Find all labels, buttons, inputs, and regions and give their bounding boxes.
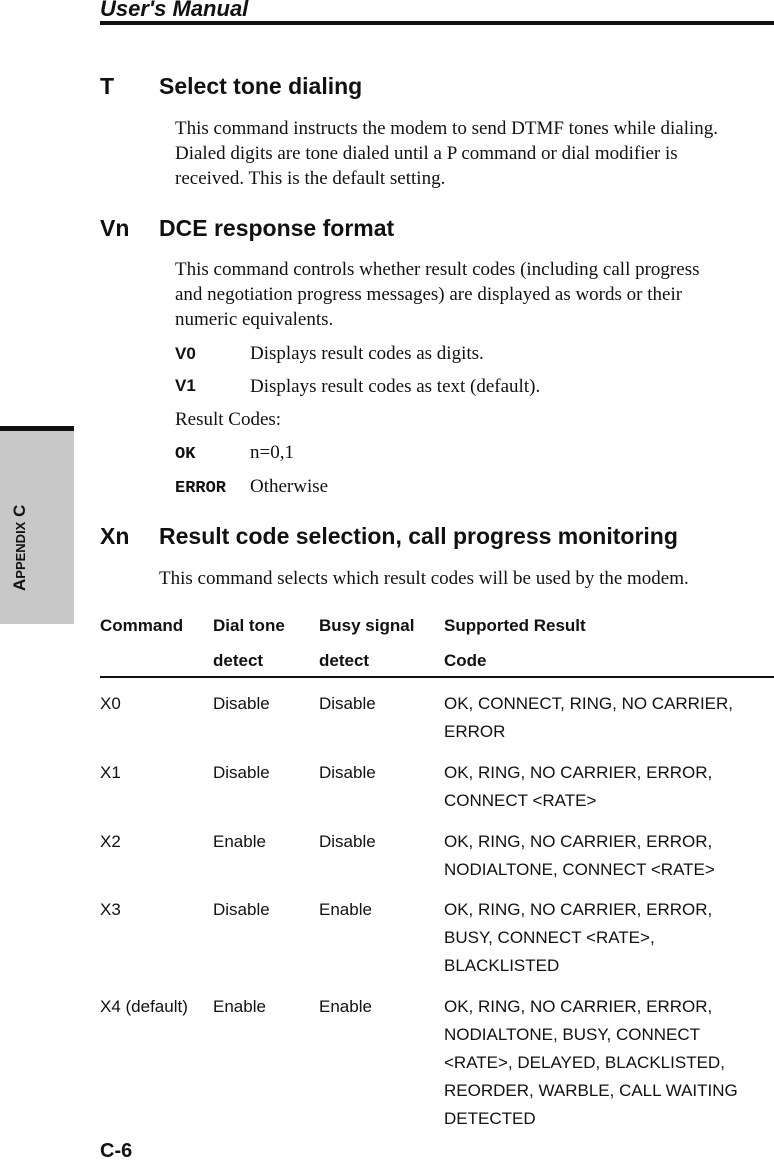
option-v0-key: V0 — [175, 344, 196, 363]
row-x3-busy: Enable — [319, 900, 372, 919]
row-x0-dial: Disable — [213, 694, 270, 713]
section-vn-title: DCE response format — [159, 215, 395, 241]
row-x4-command: X4 (default) — [100, 997, 188, 1016]
table-header-dial-line1: Dial tone — [213, 616, 285, 635]
result-codes-label: Result Codes: — [175, 409, 282, 430]
row-x4-dial: Enable — [213, 997, 266, 1016]
appendix-tab-letter: C — [10, 504, 29, 517]
row-x3-result-3: BLACKLISTED — [444, 956, 560, 975]
row-x4-result-2: NODIALTONE, BUSY, CONNECT — [444, 1025, 700, 1044]
section-t-title: Select tone dialing — [159, 73, 363, 99]
row-x3-result-1: OK, RING, NO CARRIER, ERROR, — [444, 900, 713, 919]
row-x4-busy: Enable — [319, 997, 372, 1016]
row-x1-command: X1 — [100, 763, 121, 782]
row-x0-result-2: ERROR — [444, 722, 506, 741]
row-x2-busy: Disable — [319, 832, 376, 851]
section-vn-line-1: This command controls whether result codes (including call progress — [175, 259, 700, 280]
row-x0-result-1: OK, CONNECT, RING, NO CARRIER, — [444, 694, 734, 713]
table-header-rule — [100, 676, 774, 678]
row-x3-result-2: BUSY, CONNECT <RATE>, — [444, 928, 655, 947]
section-t-key-text: T — [100, 73, 115, 99]
row-x0-command: X0 — [100, 694, 121, 713]
row-x1-busy: Disable — [319, 763, 376, 782]
row-x0-busy: Disable — [319, 694, 376, 713]
row-x4-result-1: OK, RING, NO CARRIER, ERROR, — [444, 997, 713, 1016]
row-x1-result-1: OK, RING, NO CARRIER, ERROR, — [444, 763, 713, 782]
section-t-line-1: This command instructs the modem to send DTMF tones while dialing. — [175, 118, 719, 139]
row-x2-command: X2 — [100, 832, 121, 851]
appendix-tab-lead: A — [10, 578, 29, 591]
row-x2-dial: Enable — [213, 832, 266, 851]
option-v0-desc: Displays result codes as digits. — [250, 343, 484, 364]
row-x4-result-4: REORDER, WARBLE, CALL WAITING — [444, 1081, 738, 1100]
appendix-tab-rest: PPENDIX — [13, 521, 28, 579]
page-number: C-6 — [100, 1140, 133, 1162]
table-header-result-line2: Code — [444, 651, 487, 670]
section-t-line-2: Dialed digits are tone dialed until a P command or dial modifier is — [175, 143, 678, 164]
table-header-dial-line2: detect — [213, 651, 264, 670]
option-v1-key: V1 — [175, 376, 196, 395]
header-title: User's Manual — [100, 0, 249, 21]
section-xn-key: Xn — [100, 523, 130, 549]
row-x3-dial: Disable — [213, 900, 270, 919]
section-xn-line: This command selects which result codes will be used by the modem. — [159, 568, 689, 589]
code-ok-key: OK — [175, 445, 196, 464]
section-t-line-3: received. This is the default setting. — [175, 168, 446, 189]
section-vn-line-2: and negotiation progress messages) are displayed as words or their — [175, 284, 683, 305]
row-x2-result-2: NODIALTONE, CONNECT <RATE> — [444, 860, 715, 879]
table-header-busy-line1: Busy signal — [319, 616, 415, 635]
appendix-tab-label — [10, 505, 30, 591]
table-header-busy-line2: detect — [319, 651, 370, 670]
section-xn-title: Result code selection, call progress monitoring — [159, 523, 678, 549]
row-x4-result-3: <RATE>, DELAYED, BLACKLISTED, — [444, 1053, 725, 1072]
section-vn-line-3: numeric equivalents. — [175, 309, 334, 330]
row-x1-dial: Disable — [213, 763, 270, 782]
option-v1-desc: Displays result codes as text (default). — [250, 376, 541, 397]
row-x2-result-1: OK, RING, NO CARRIER, ERROR, — [444, 832, 713, 851]
code-error-desc: Otherwise — [250, 476, 329, 497]
section-vn-key: Vn — [100, 215, 130, 241]
row-x3-command: X3 — [100, 900, 121, 919]
header-rule — [100, 21, 774, 25]
appendix-side-tab — [0, 426, 74, 624]
table-header-result-line1: Supported Result — [444, 616, 586, 635]
code-ok-desc: n=0,1 — [250, 442, 294, 463]
row-x1-result-2: CONNECT <RATE> — [444, 791, 597, 810]
table-header-command: Command — [100, 616, 184, 635]
code-error-key: ERROR — [175, 479, 227, 498]
row-x4-result-5: DETECTED — [444, 1109, 536, 1128]
